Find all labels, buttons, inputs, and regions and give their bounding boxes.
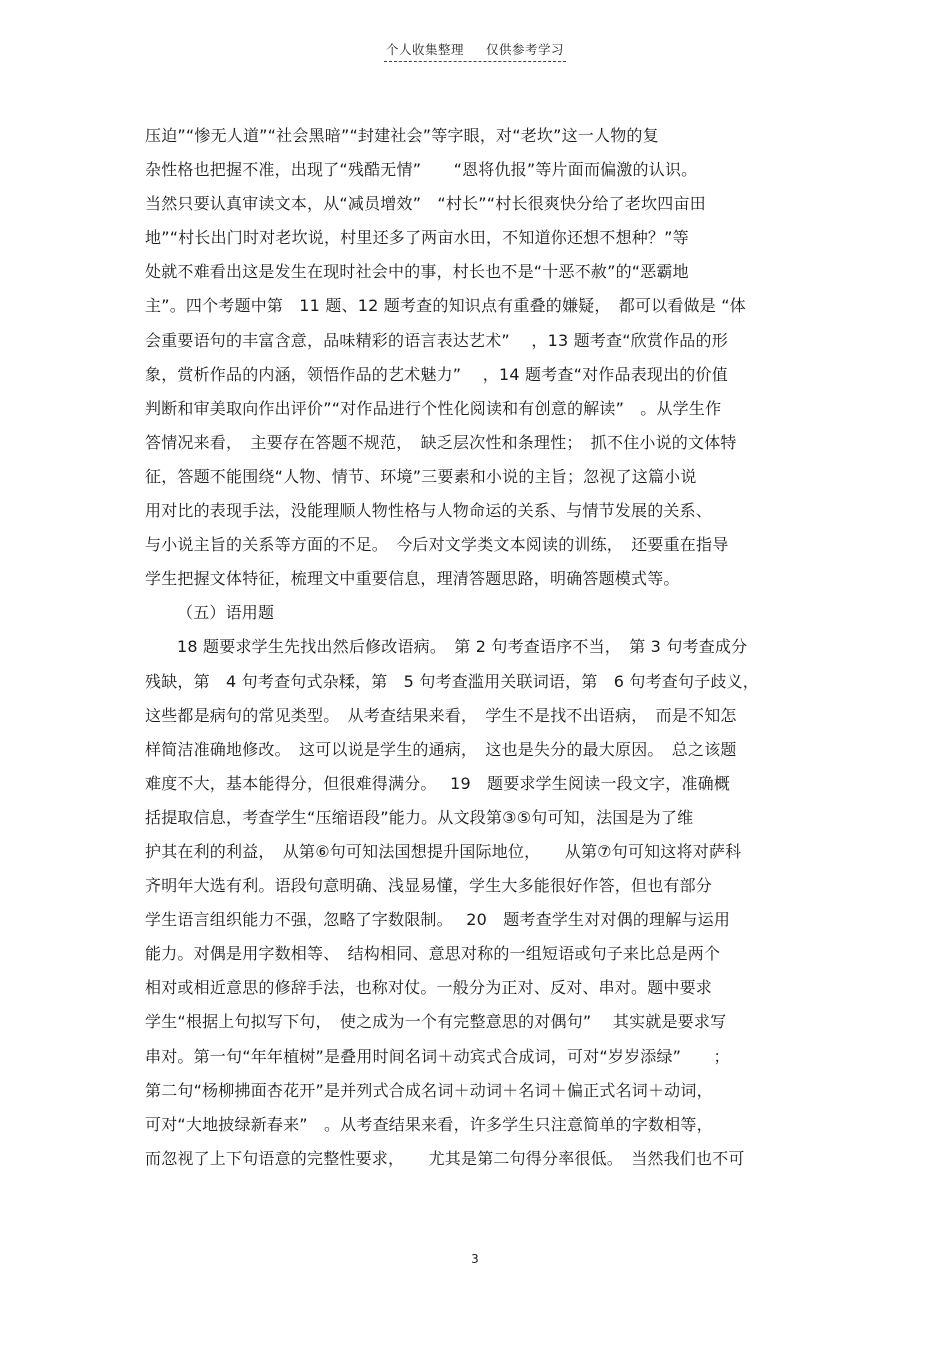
text-line: 用对比的表现手法，没能理顺人物性格与人物命运的关系、与情节发展的关系、: [145, 501, 713, 521]
text-line: 可对“大地披绿新春来” 。从考查结果来看，许多学生只注意简单的字数相等，: [145, 1114, 713, 1134]
text-line: 地”“村长出门时对老坎说，村里还多了两亩水田，不知道你还想不想种？”等: [145, 228, 689, 248]
text-line: 杂性格也把握不准，出现了“残酷无情” “恩将仇报”等片面而偏激的认识。: [145, 160, 698, 180]
text-line: 判断和审美取向作出评价”“对作品进行个性化阅读和有创意的解读” 。从学生作: [145, 398, 722, 418]
document-body: [145, 119, 810, 1176]
page-number: 3: [471, 1252, 479, 1266]
text-line: 学生把握文体特征，梳理文中重要信息，理清答题思路，明确答题模式等。: [145, 569, 680, 589]
text-line: 难度不大，基本能得分，但很难得满分。 19 题要求学生阅读一段文字，准确概: [145, 773, 731, 793]
text-line: 而忽视了上下句语意的完整性要求， 尤其是第二句得分率很低。 当然我们也不可: [145, 1148, 745, 1168]
text-line: 答情况来看， 主要存在答题不规范， 缺乏层次性和条理性； 抓不住小说的文体特: [145, 432, 737, 452]
text-line: 学生语言组织能力不强，忽略了字数限制。 20 题考查学生对对偶的理解与运用: [145, 910, 731, 930]
header-right-text: 仅供参考学习: [486, 42, 565, 57]
text-line: 18 题要求学生先找出然后修改语病。 第 2 句考查语序不当， 第 3 句考查成分: [177, 637, 748, 657]
text-line: 串对。第一句“年年植树”是叠用时间名词＋动宾式合成词，可对“岁岁添绿” ；: [145, 1046, 730, 1066]
text-line: 能力。对偶是用字数相等、 结构相同、意思对称的一组短语或句子来比总是两个: [145, 944, 721, 964]
text-line: 样简洁准确地修改。 这可以说是学生的通病， 这也是失分的最大原因。 总之该题: [145, 739, 737, 759]
text-line: 当然只要认真审读文本，从“减员增效” “村长”“村长很爽快分给了老坎四亩田: [145, 194, 706, 214]
text-line: 相对或相近意思的修辞手法，也称对仗。一般分为正对、反对、串对。题中要求: [145, 978, 713, 998]
text-line: 第二句“杨柳拂面杏花开”是并列式合成名词＋动词＋名词＋偏正式名词＋动词，: [145, 1080, 713, 1100]
text-line: 处就不难看出这是发生在现时社会中的事，村长也不是“十恶不赦”的“恶霸地: [145, 262, 689, 282]
text-line: 与小说主旨的关系等方面的不足。 今后对文学类文本阅读的训练， 还要重在指导: [145, 535, 729, 555]
text-line: 象，赏析作品的内涵，领悟作品的艺术魅力” ，14 题考查“对作品表现出的价值: [145, 364, 728, 384]
text-line: 齐明年大选有利。语段句意明确、浅显易懂，学生大多能很好作答，但也有部分: [145, 876, 713, 896]
text-line: 残缺，第 4 句考查句式杂糅，第 5 句考查滥用关联词语，第 6 句考查句子歧义，: [145, 671, 759, 691]
text-line: 主”。四个考题中第 11 题、12 题考查的知识点有重叠的嫌疑， 都可以看做是 “体: [145, 296, 746, 316]
header-left-text: 个人收集整理: [385, 42, 464, 57]
text-line: 会重要语句的丰富含意，品味精彩的语言表达艺术” ，13 题考查“欣赏作品的形: [145, 330, 728, 350]
section-heading: （五）语用题: [177, 603, 275, 623]
text-line: 护其在利的利益， 从第⑥句可知法国想提升国际地位， 从第⑦句可知这将对萨科: [145, 841, 742, 861]
text-line: 这些都是病句的常见类型。 从考查结果来看， 学生不是找不出语病， 而是不知怎: [145, 705, 737, 725]
text-line: 压迫”“惨无人道”“社会黑暗”“封建社会”等字眼，对“老坎”这一人物的复: [145, 126, 659, 145]
text-line: 学生“根据上句拟写下句， 使之成为一个有完整意思的对偶句” 其实就是要求写: [145, 1012, 727, 1032]
header-underline: [384, 40, 566, 62]
page-header: [0, 40, 950, 62]
text-line: 括提取信息，考查学生“压缩语段”能力。从文段第③⑤句可知，法国是为了维: [145, 807, 694, 827]
text-line: 征，答题不能围绕“人物、情节、环境”三要素和小说的主旨；忽视了这篇小说: [145, 466, 697, 486]
